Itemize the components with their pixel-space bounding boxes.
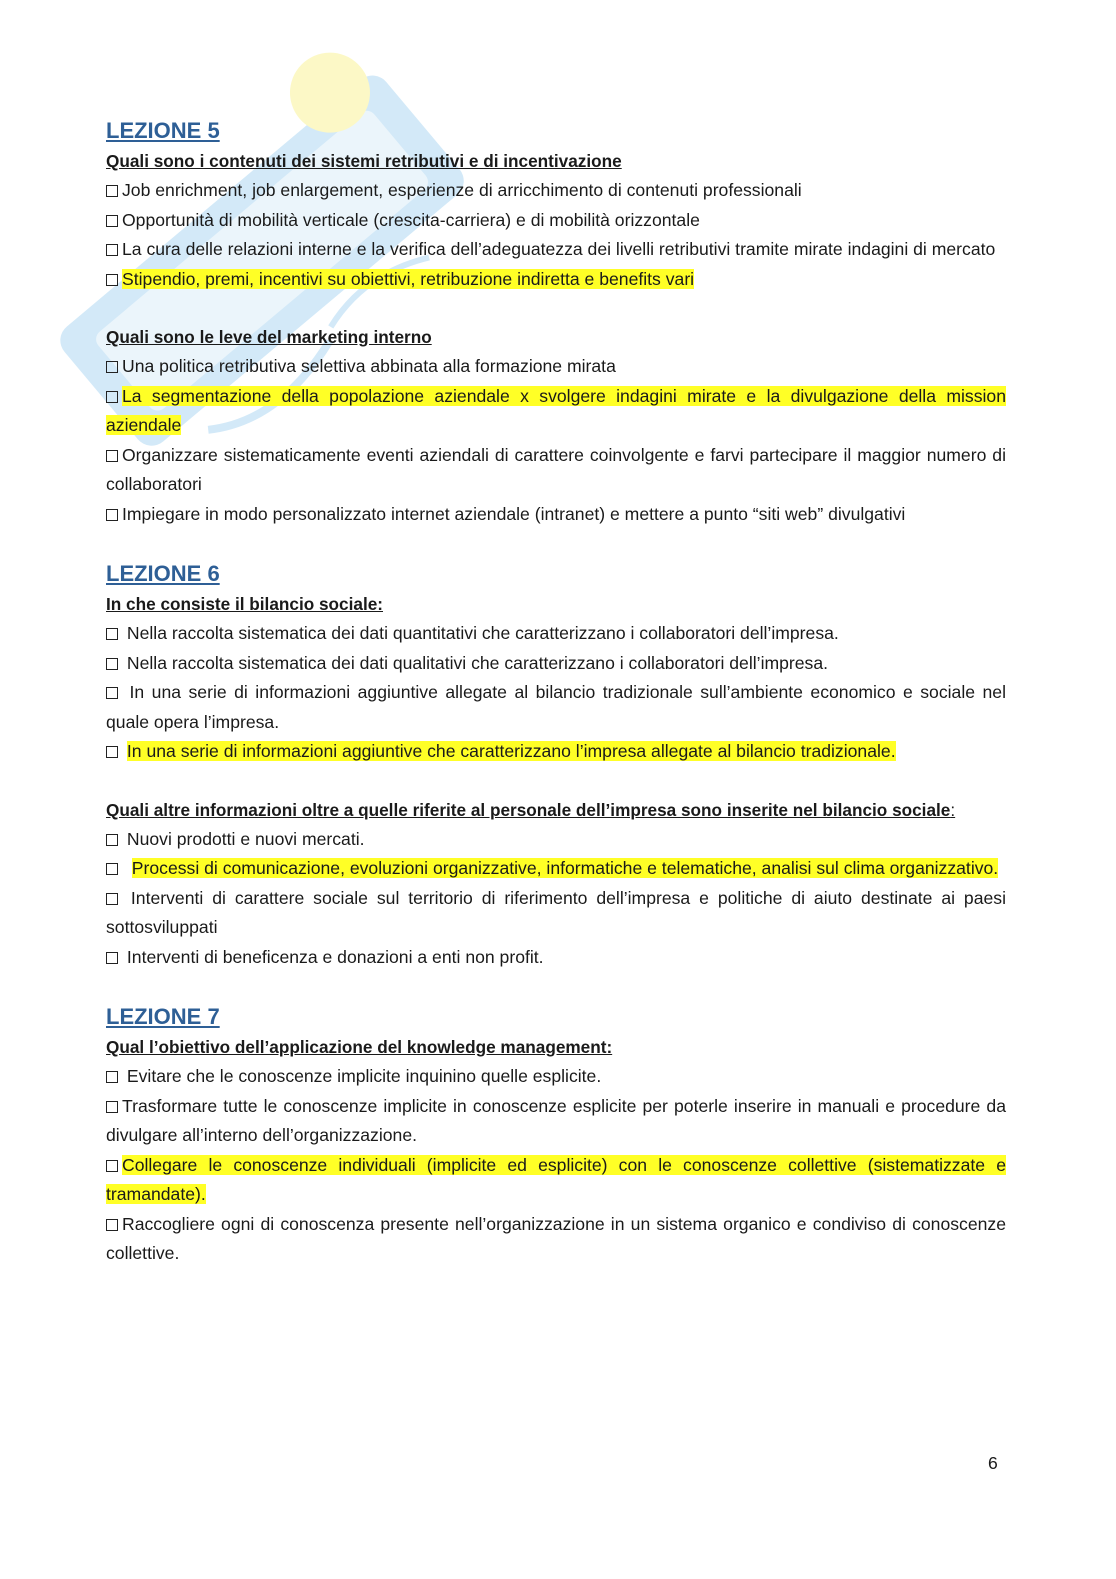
- answer-text-highlighted: Collegare le conoscenze individuali (implicite ed esplicite) con le conoscenze collettive (sistematizzate e tramandate).: [106, 1154, 1006, 1204]
- answer-text: Nuovi prodotti e nuovi mercati.: [126, 828, 365, 849]
- checkbox-icon[interactable]: [106, 628, 118, 640]
- answer-text: Nella raccolta sistematica dei dati quantitativi che caratterizzano i collaboratori dell’impresa.: [126, 623, 839, 643]
- checkbox-icon[interactable]: [106, 863, 118, 875]
- answer-option: [106, 678, 1006, 737]
- answer-option: [106, 737, 1006, 767]
- answer-option: [106, 235, 1006, 265]
- question-heading: [106, 589, 1006, 619]
- answer-option: [106, 1151, 1006, 1210]
- question-suffix: :: [950, 799, 956, 820]
- answer-text-highlighted: La segmentazione della popolazione aziendale x svolgere indagini mirate e la divulgazione della mission aziendale: [106, 385, 1006, 435]
- answer-option: [106, 500, 1006, 530]
- checkbox-icon[interactable]: [106, 509, 118, 521]
- answer-option: [106, 441, 1006, 500]
- answer-option: [106, 265, 1006, 295]
- option-spacer: [122, 888, 131, 908]
- answer-option: [106, 619, 1006, 649]
- answer-text-highlighted: In una serie di informazioni aggiuntive che caratterizzano l’impresa allegate al bilancio tradizionale.: [126, 741, 896, 761]
- checkbox-icon[interactable]: [106, 185, 118, 197]
- answer-text: Interventi di carattere sociale sul territorio di riferimento dell’impresa e politiche di aiuto destinate ai paesi sottosviluppati: [106, 887, 1006, 937]
- checkbox-icon[interactable]: [106, 746, 118, 758]
- answer-text: Job enrichment, job enlargement, esperienze di arricchimento di contenuti professionali: [122, 180, 802, 200]
- question-text: In che consiste il bilancio sociale:: [106, 594, 383, 614]
- answer-option: [106, 176, 1006, 206]
- answer-option: [106, 1092, 1006, 1151]
- question-heading: [106, 1032, 1006, 1062]
- checkbox-icon[interactable]: [106, 1219, 118, 1231]
- question-text: Quali altre informazioni oltre a quelle riferite al personale dell’impresa sono inserite nel bilancio sociale: [106, 799, 951, 820]
- checkbox-icon[interactable]: [106, 834, 118, 846]
- lesson-title: LEZIONE 6: [106, 561, 220, 586]
- answer-text: Interventi di beneficenza e donazioni a enti non profit.: [126, 946, 544, 967]
- checkbox-icon[interactable]: [106, 215, 118, 227]
- answer-option: [106, 854, 1006, 884]
- answer-option: [106, 943, 1006, 973]
- answer-text-highlighted: Stipendio, premi, incentivi su obiettivi, retribuzione indiretta e benefits vari: [122, 268, 695, 289]
- answer-option: [106, 352, 1006, 382]
- answer-text: La cura delle relazioni interne e la verifica dell’adeguatezza dei livelli retributivi tramite mirate indagini di mercato: [122, 239, 996, 259]
- checkbox-icon[interactable]: [106, 1071, 118, 1083]
- question-text: Quali sono i contenuti dei sistemi retributivi e di incentivazione: [106, 151, 622, 171]
- question-heading: [106, 795, 1006, 825]
- answer-option: [106, 1210, 1006, 1269]
- answer-option: [106, 825, 1006, 855]
- checkbox-icon[interactable]: [106, 1160, 118, 1172]
- answer-text: Trasformare tutte le conoscenze implicite in conoscenze esplicite per poterle inserire in manuali e procedure da divulgare all’interno dell’organizzazione.: [106, 1095, 1006, 1145]
- answer-text: In una serie di informazioni aggiuntive allegate al bilancio tradizionale sull’ambiente economico e sociale nel quale opera l’impresa.: [106, 682, 1006, 732]
- answer-text: Opportunità di mobilità verticale (crescita-carriera) e di mobilità orizzontale: [122, 209, 700, 230]
- checkbox-icon[interactable]: [106, 687, 118, 699]
- checkbox-icon[interactable]: [106, 391, 118, 403]
- answer-option: [106, 884, 1006, 943]
- lesson-title: LEZIONE 7: [106, 1004, 220, 1029]
- checkbox-icon[interactable]: [106, 450, 118, 462]
- option-spacer: [122, 858, 132, 878]
- option-spacer: [122, 682, 130, 702]
- document-page: [106, 116, 1006, 1269]
- answer-option: [106, 382, 1006, 441]
- checkbox-icon[interactable]: [106, 952, 118, 964]
- page-number: 6: [988, 1453, 998, 1473]
- answer-text: Organizzare sistematicamente eventi aziendali di carattere coinvolgente e farvi partecipare il maggior numero di collaboratori: [106, 444, 1006, 494]
- checkbox-icon[interactable]: [106, 361, 118, 373]
- answer-text-highlighted: Processi di comunicazione, evoluzioni organizzative, informatiche e telematiche, analisi sul clima organizzativo.: [131, 858, 999, 878]
- answer-text: Raccogliere ogni di conoscenza presente nell’organizzazione in un sistema organico e condiviso di conoscenze collettive.: [106, 1213, 1006, 1263]
- answer-option: [106, 649, 1006, 679]
- checkbox-icon[interactable]: [106, 1101, 118, 1113]
- checkbox-icon[interactable]: [106, 244, 118, 256]
- lesson-title: LEZIONE 5: [106, 118, 220, 143]
- question-text: Qual l’obiettivo dell’applicazione del knowledge management:: [106, 1037, 613, 1057]
- question-heading: [106, 146, 1006, 176]
- answer-option: [106, 1062, 1006, 1092]
- question-text: Quali sono le leve del marketing interno: [106, 327, 432, 347]
- question-heading: [106, 322, 1006, 352]
- checkbox-icon[interactable]: [106, 893, 118, 905]
- answer-text: Impiegare in modo personalizzato internet aziendale (intranet) e mettere a punto “siti web” divulgativi: [122, 503, 906, 524]
- answer-text: Evitare che le conoscenze implicite inquinino quelle esplicite.: [126, 1066, 602, 1086]
- checkbox-icon[interactable]: [106, 658, 118, 670]
- answer-text: Nella raccolta sistematica dei dati qualitativi che caratterizzano i collaboratori dell’impresa.: [126, 652, 829, 673]
- answer-option: [106, 206, 1006, 236]
- answer-text: Una politica retributiva selettiva abbinata alla formazione mirata: [122, 356, 616, 376]
- checkbox-icon[interactable]: [106, 274, 118, 286]
